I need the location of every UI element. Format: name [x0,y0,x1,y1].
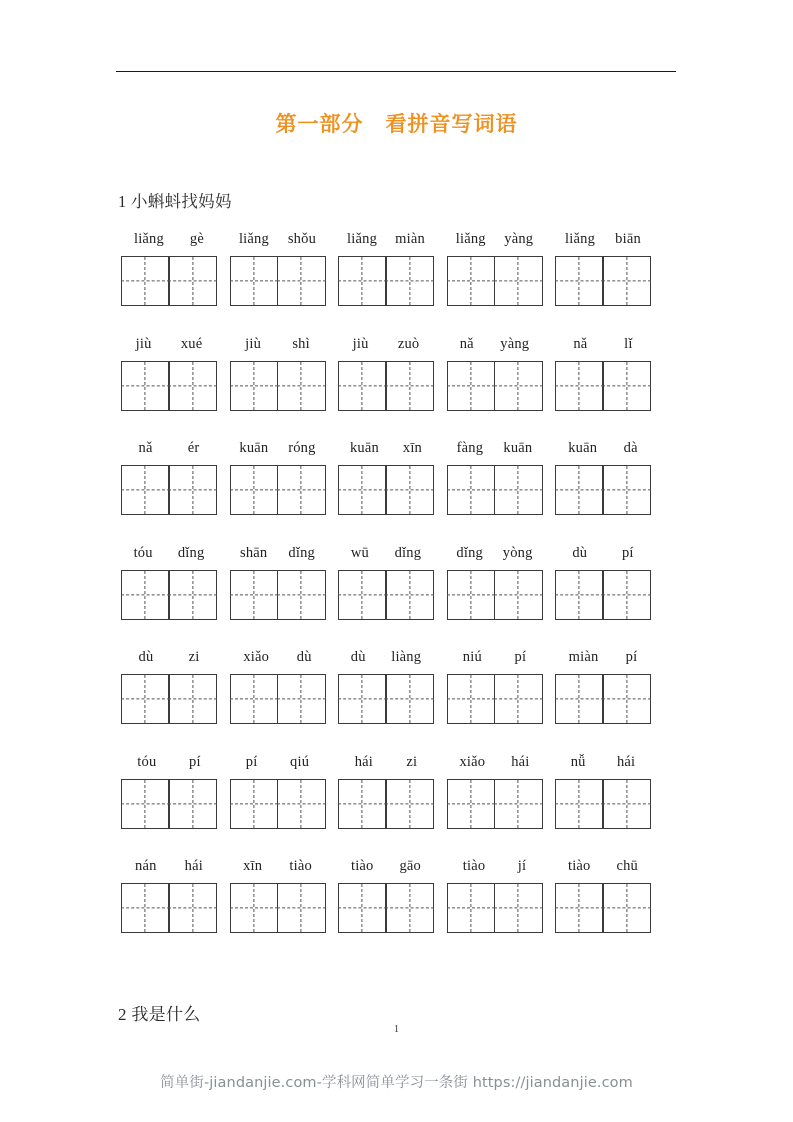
writing-grid-cell[interactable] [385,883,434,933]
exercise-row [121,333,651,438]
writing-grid[interactable] [338,570,434,620]
writing-grid-cell[interactable] [555,465,604,515]
writing-grid-cell[interactable] [385,256,434,306]
pinyin-syllable: hái [616,753,636,770]
section-heading-1: 1 小蝌蚪找妈妈 [118,192,232,211]
pinyin-label [338,437,434,459]
pinyin-syllable: xīn [402,440,423,456]
writing-grid[interactable] [121,256,217,306]
pinyin-label [121,751,217,773]
exercise-row [121,751,651,856]
writing-grid[interactable] [338,465,434,515]
pinyin-label [555,437,651,459]
pinyin-syllable: tiào [462,858,486,874]
word-entry [447,437,543,515]
writing-grid-cell[interactable] [230,465,279,515]
pinyin-syllable: ér [187,440,200,456]
writing-grid[interactable] [121,779,217,829]
writing-grid-cell[interactable] [494,570,543,620]
word-entry [555,228,651,306]
writing-grid-cell[interactable] [230,779,279,829]
pinyin-label [230,437,326,459]
writing-grid-cell[interactable] [555,570,604,620]
writing-grid[interactable] [230,779,326,829]
word-entry [338,437,434,515]
writing-grid-cell[interactable] [494,883,543,933]
writing-grid-cell[interactable] [230,361,279,411]
pinyin-syllable: xiǎo [243,649,270,665]
word-entry [230,228,326,306]
writing-grid[interactable] [555,570,651,620]
writing-grid-cell[interactable] [447,883,496,933]
writing-grid-cell[interactable] [602,570,651,620]
pinyin-syllable: kuān [503,440,533,456]
writing-grid-cell[interactable] [168,779,217,829]
writing-grid-cell[interactable] [168,465,217,515]
pinyin-syllable: zi [406,753,418,770]
pinyin-syllable: pí [621,544,634,561]
section-heading-2: 2 我是什么 [118,1005,201,1024]
pinyin-label [338,333,434,355]
pinyin-syllable: pí [245,753,258,770]
writing-grid[interactable] [555,361,651,411]
pinyin-syllable: jiù [135,335,152,352]
writing-grid-cell[interactable] [338,361,387,411]
pinyin-label [338,751,434,773]
exercise-row [121,542,651,647]
writing-grid[interactable] [447,256,543,306]
writing-grid-cell[interactable] [602,361,651,411]
pinyin-syllable: liàng [391,649,422,665]
writing-grid[interactable] [447,465,543,515]
pinyin-label [555,542,651,564]
pinyin-syllable: nán [135,858,157,874]
pinyin-syllable: shǒu [287,231,317,247]
pinyin-syllable: yàng [500,335,530,352]
word-entry [555,333,651,411]
writing-grid-cell[interactable] [121,256,170,306]
writing-grid[interactable] [555,465,651,515]
writing-grid-cell[interactable] [277,465,326,515]
pinyin-syllable: yòng [502,544,533,561]
writing-grid-cell[interactable] [230,256,279,306]
writing-grid-cell[interactable] [555,361,604,411]
pinyin-syllable: liǎng [347,231,378,247]
word-entry [338,855,434,933]
writing-grid-cell[interactable] [447,674,496,724]
pinyin-syllable: chū [616,858,639,874]
word-entry [555,646,651,724]
word-entry [338,646,434,724]
writing-grid-cell[interactable] [121,883,170,933]
pinyin-syllable: qiú [290,753,310,770]
pinyin-label [230,228,326,250]
word-entry [121,855,217,933]
pinyin-label [338,646,434,668]
writing-grid-cell[interactable] [338,674,387,724]
word-entry [555,542,651,620]
pinyin-syllable: nǚ [570,753,586,770]
exercise-row [121,228,651,333]
pinyin-label [555,646,651,668]
writing-grid-cell[interactable] [121,570,170,620]
word-entry [447,751,543,829]
writing-grid-cell[interactable] [385,465,434,515]
pinyin-syllable: zi [188,649,200,665]
pinyin-label [338,228,434,250]
pinyin-label [230,333,326,355]
writing-grid-cell[interactable] [494,465,543,515]
pinyin-label [338,855,434,877]
word-entry [230,333,326,411]
pinyin-syllable: tiào [567,858,591,874]
writing-grid[interactable] [555,256,651,306]
exercise-row [121,855,651,960]
writing-grid-cell[interactable] [602,779,651,829]
writing-grid-cell[interactable] [338,256,387,306]
writing-grid-cell[interactable] [385,361,434,411]
pinyin-label [338,542,434,564]
word-entry [447,228,543,306]
pinyin-label [121,646,217,668]
word-entry [338,333,434,411]
writing-grid-cell[interactable] [277,256,326,306]
word-entry [121,228,217,306]
writing-grid[interactable] [338,883,434,933]
writing-grid-cell[interactable] [555,883,604,933]
writing-grid[interactable] [121,465,217,515]
pinyin-syllable: liǎng [455,231,486,247]
writing-grid[interactable] [121,361,217,411]
writing-grid-cell[interactable] [338,570,387,620]
writing-grid-cell[interactable] [338,465,387,515]
writing-grid[interactable] [121,883,217,933]
writing-grid-cell[interactable] [121,361,170,411]
writing-grid-cell[interactable] [168,883,217,933]
pinyin-label [230,542,326,564]
writing-grid-cell[interactable] [385,570,434,620]
pinyin-syllable: kuān [239,440,269,456]
writing-grid-cell[interactable] [277,570,326,620]
writing-grid[interactable] [230,465,326,515]
pinyin-label [447,542,543,564]
writing-grid-cell[interactable] [494,256,543,306]
word-entry [447,333,543,411]
writing-grid-cell[interactable] [168,256,217,306]
word-entry [230,751,326,829]
pinyin-syllable: liǎng [565,231,596,247]
writing-grid-cell[interactable] [277,361,326,411]
writing-grid[interactable] [447,361,543,411]
pinyin-syllable: dǐng [288,544,315,561]
pinyin-syllable: dù [296,649,312,665]
word-entry [338,228,434,306]
writing-grid-cell[interactable] [277,883,326,933]
pinyin-syllable: fàng [456,440,484,456]
writing-grid-cell[interactable] [602,883,651,933]
pinyin-syllable: kuān [568,440,598,456]
writing-grid-cell[interactable] [168,361,217,411]
writing-grid-cell[interactable] [385,674,434,724]
word-entry [555,855,651,933]
pinyin-label [121,333,217,355]
pinyin-label [447,751,543,773]
pinyin-syllable: dù [572,544,588,561]
pinyin-syllable: liǎng [133,231,164,247]
pinyin-syllable: dǐng [394,544,422,561]
writing-grid-cell[interactable] [168,570,217,620]
word-entry [447,855,543,933]
pinyin-syllable: wū [350,544,369,561]
pinyin-label [555,333,651,355]
pinyin-label [447,228,543,250]
writing-grid-cell[interactable] [494,361,543,411]
writing-grid-cell[interactable] [121,779,170,829]
exercise-row [121,646,651,751]
writing-grid-cell[interactable] [447,361,496,411]
pinyin-syllable: pí [514,649,527,665]
word-entry [338,542,434,620]
pinyin-syllable: nǎ [459,335,474,352]
pinyin-label [555,855,651,877]
pinyin-syllable: xiǎo [459,753,486,770]
pinyin-syllable: xué [180,335,203,352]
writing-grid-cell[interactable] [447,570,496,620]
pinyin-syllable: dǐng [177,544,205,561]
word-entry [230,646,326,724]
pinyin-label [447,333,543,355]
pinyin-syllable: shì [292,335,310,352]
word-entry [338,751,434,829]
pinyin-syllable: pí [189,753,201,770]
pinyin-label [447,437,543,459]
header-rule [116,71,676,72]
pinyin-syllable: jiù [245,335,262,352]
writing-grid[interactable] [338,674,434,724]
word-entry [121,542,217,620]
writing-grid-cell[interactable] [494,674,543,724]
pinyin-syllable: liǎng [238,231,269,247]
pinyin-label [555,751,651,773]
page-title: 第一部分 看拼音写词语 [275,112,518,136]
pinyin-syllable: nǎ [138,440,153,456]
writing-grid[interactable] [338,779,434,829]
writing-grid[interactable] [447,674,543,724]
pinyin-label [121,855,217,877]
writing-grid-cell[interactable] [277,779,326,829]
writing-grid-cell[interactable] [277,674,326,724]
word-entry [230,542,326,620]
word-entry [555,751,651,829]
pinyin-label [555,228,651,250]
writing-grid-cell[interactable] [230,570,279,620]
writing-grid[interactable] [230,674,326,724]
writing-grid-cell[interactable] [494,779,543,829]
pinyin-label [121,437,217,459]
word-entry [121,646,217,724]
pinyin-syllable: tóu [133,544,153,561]
pinyin-label [121,542,217,564]
word-entry [447,542,543,620]
pinyin-syllable: hái [511,753,530,770]
writing-grid-cell[interactable] [121,674,170,724]
writing-grid-cell[interactable] [555,256,604,306]
pinyin-label [230,751,326,773]
pinyin-syllable: miàn [568,649,599,665]
pinyin-syllable: róng [288,440,316,456]
writing-grid[interactable] [230,570,326,620]
writing-grid-cell[interactable] [555,674,604,724]
writing-grid-cell[interactable] [555,779,604,829]
writing-grid[interactable] [338,361,434,411]
pinyin-syllable: biān [615,231,641,247]
writing-grid-cell[interactable] [602,256,651,306]
pinyin-label [447,855,543,877]
writing-grid-cell[interactable] [447,465,496,515]
writing-grid[interactable] [230,361,326,411]
pinyin-syllable: hái [184,858,203,874]
pinyin-syllable: gè [189,231,205,247]
pinyin-syllable: dù [350,649,366,665]
pinyin-syllable: shān [240,544,268,561]
writing-grid[interactable] [555,883,651,933]
word-entry [555,437,651,515]
writing-grid-cell[interactable] [602,674,651,724]
pinyin-syllable: lǐ [624,335,633,352]
writing-grid-cell[interactable] [230,883,279,933]
writing-grid[interactable] [555,779,651,829]
writing-grid[interactable] [338,256,434,306]
word-entry [230,855,326,933]
writing-grid[interactable] [230,256,326,306]
pinyin-syllable: hái [354,753,374,770]
writing-grid[interactable] [121,570,217,620]
pinyin-label [230,855,326,877]
page-number: 1 [394,1024,399,1035]
word-entry [121,437,217,515]
pinyin-label [230,646,326,668]
pinyin-syllable: tiào [289,858,312,874]
pinyin-syllable: jiù [352,335,369,352]
writing-grid[interactable] [555,674,651,724]
pinyin-syllable: nǎ [573,335,588,352]
word-entry [121,751,217,829]
writing-grid[interactable] [447,883,543,933]
pinyin-syllable: dà [623,440,638,456]
writing-grid-cell[interactable] [602,465,651,515]
writing-grid-cell[interactable] [338,779,387,829]
pinyin-label [447,646,543,668]
writing-grid[interactable] [121,674,217,724]
pinyin-syllable: kuān [349,440,379,456]
writing-grid-cell[interactable] [230,674,279,724]
writing-grid[interactable] [447,779,543,829]
pinyin-syllable: xīn [243,858,263,874]
pinyin-syllable: tiào [350,858,374,874]
writing-grid-cell[interactable] [385,779,434,829]
pinyin-syllable: gāo [399,858,422,874]
pinyin-syllable: miàn [395,231,425,247]
exercise-row [121,437,651,542]
pinyin-syllable: dù [138,649,154,665]
pinyin-syllable: yàng [504,231,534,247]
pinyin-syllable: pí [625,649,638,665]
pinyin-syllable: dǐng [456,544,483,561]
writing-grid[interactable] [447,570,543,620]
writing-grid-cell[interactable] [121,465,170,515]
pinyin-syllable: niú [462,649,482,665]
writing-grid-cell[interactable] [168,674,217,724]
word-entry [447,646,543,724]
writing-grid-cell[interactable] [447,779,496,829]
writing-grid-cell[interactable] [338,883,387,933]
pinyin-syllable: zuò [397,335,420,352]
word-entry [121,333,217,411]
word-entry [230,437,326,515]
pinyin-syllable: jí [517,858,527,874]
pinyin-syllable: tóu [137,753,157,770]
writing-grid-cell[interactable] [447,256,496,306]
writing-grid[interactable] [230,883,326,933]
pinyin-label [121,228,217,250]
footer-watermark: 简单街-jiandanjie.com-学科网简单学习一条街 https://jiandanjie.com [160,1075,633,1091]
